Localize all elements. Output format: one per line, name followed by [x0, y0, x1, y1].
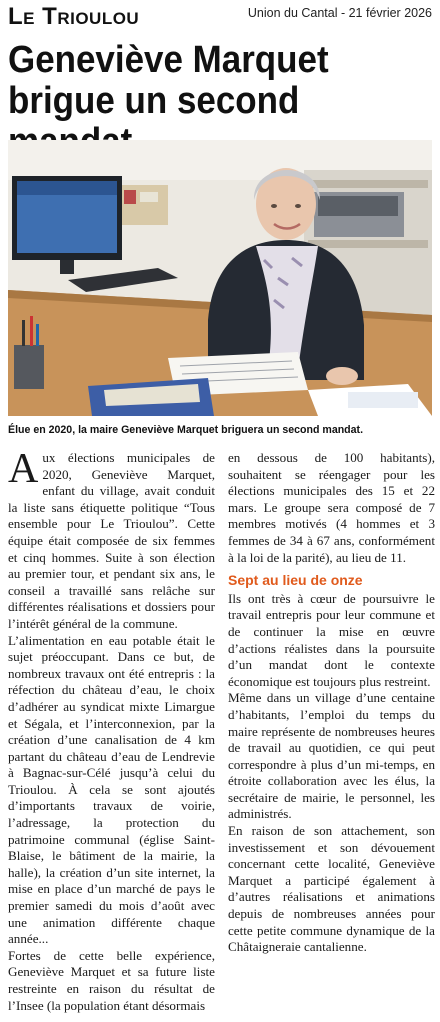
photo-caption: Élue en 2020, la maire Geneviève Marquet briguera un second mandat. [8, 424, 364, 436]
drop-cap: A [8, 446, 39, 492]
headline-line-2: brigue un second [8, 80, 300, 122]
paragraph-commitment: En raison de son attachement, son investissement et son dévouement concernant cette localité, Geneviève Marquet a participé également à d’autres réalisations et animations depuis de nombreuses années pour cette petite commune dynamique de la Châtaigneraie cantalienne. [228, 823, 435, 955]
paragraph-goals: Ils ont très à cœur de poursuivre le travail entrepris pour leur commune et de continuer la mise en œuvre d’actions réalistes dans la poursuite d’un mandat dont le contexte économique est toujours plus restreint. [228, 590, 435, 689]
headline-line-1: Geneviève Marquet [8, 39, 329, 81]
paragraph-list-continued: en dessous de 100 habitants), souhaitent se réengager pour les élections municipales des 15 et 22 mars. Le groupe sera composé de 7 membres motivés (4 hommes et 3 femmes de 34 à 67 ans, conformément à la loi de la parité), au lieu de 11. [228, 450, 435, 565]
article-column-left [8, 446, 215, 1014]
article-column-right [228, 450, 435, 956]
publication-dateline: Union du Cantal - 21 février 2026 [247, 6, 432, 20]
section-kicker: Le Trioulou [8, 3, 140, 30]
paragraph-workload: Même dans un village d’une centaine d’habitants, l’emploi du temps du maire représente de nombreuses heures de travail au quotidien, ce qui peut correspondre à plus d’un mi-temps, en étroite collaboration avec les élus, la secrétaire de mairie, le personnel, les administrés. [228, 690, 435, 822]
paragraph-intro [8, 446, 215, 633]
article-photo [8, 140, 432, 416]
photo-illustration [8, 140, 432, 416]
article-subhead: Sept au lieu de onze [228, 572, 363, 589]
paragraph-intro-text: ux élections municipales de 2020, Geneviève Marquet, enfant du village, avait conduit la liste sans étiquette politique “Tous ensemble pour Le Trioulou”. Cette équipe était composée de six femmes et cinq hommes. Suite à son élection au premier tour, et pendant six ans, le conseil a travaillé sans relâche sur différentes réalisations et dossiers pour l’intérêt général de la commune. [8, 450, 215, 631]
paragraph-water: L’alimentation en eau potable était le sujet préoccupant. Dans ce but, de nombreux travaux ont été entrepris : la réfection du château d’eau, le choix d’adhérer au syndicat mixte Limargue et Ségala, et l’interconnexion, par la création d’une canalisation de 4 km partant du château d’eau de Lendrevie à Bagnac-sur-Célé jusqu’à celui du Trioulou. À cela se sont ajoutés d’importants travaux de voirie, l’adressage, la protection du patrimoine communal (église Saint-Blaise, le bâtiment de la mairie, la halle), la création d’un site internet, la mise en place d’un marché de pays le premier samedi du mois d’août avec une animation différente chaque année... [8, 632, 215, 947]
paragraph-list: Fortes de cette belle expérience, Geneviève Marquet et sa future liste restreinte en raison du résultat de l’Insee (la population étant désormais [8, 947, 215, 1013]
